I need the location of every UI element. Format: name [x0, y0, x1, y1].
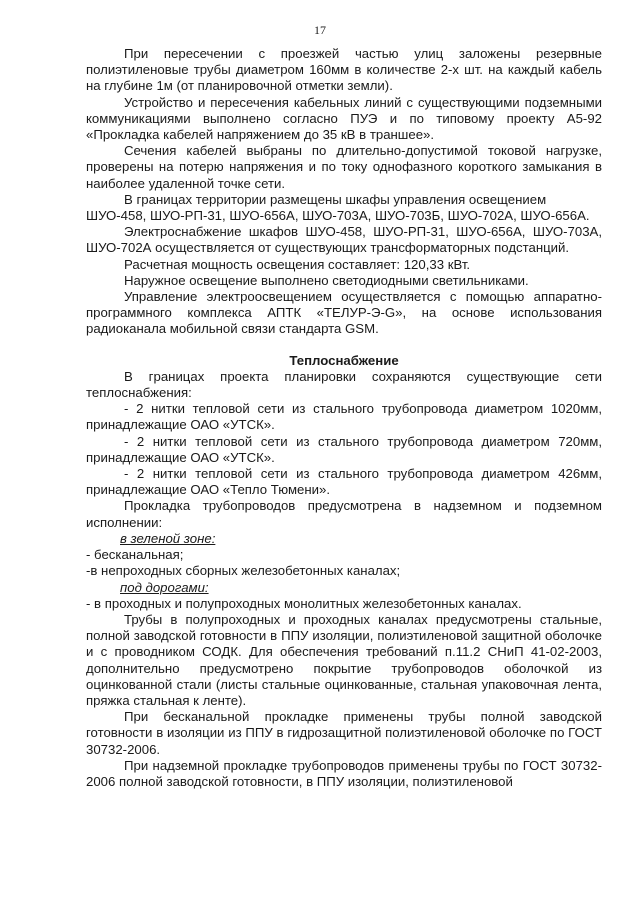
document-body — [86, 46, 602, 790]
roads-item: - в проходных и полупроходных монолитных железобетонных каналах. — [86, 595, 522, 611]
paragraph-cable-sections: Сечения кабелей выбраны по длительно-допустимой токовой нагрузке, проверены на потерю напряжения и по току однофазного короткого замыкания в наиболее удаленной точке сети. — [86, 143, 602, 191]
green-zone-item: - бесканальная; — [86, 547, 184, 563]
paragraph-cabinet-power: Электроснабжение шкафов ШУО-458, ШУО-РП-31, ШУО-656А, ШУО-703А, ШУО-702А осуществляется от существующих трансформаторных подстанций. — [86, 224, 602, 256]
green-zone-label: в зеленой зоне: — [120, 530, 216, 546]
heat-network-item: - 2 нитки тепловой сети из стального трубопровода диаметром 1020мм, принадлежащие ОАО «УТСК». — [86, 401, 602, 433]
paragraph-cable-crossings: Устройство и пересечения кабельных линий с существующими подземными коммуникациями выполнено согласно ПУЭ и по типовому проекту А5-92 «Прокладка кабелей напряжением до 35 кВ в траншее». — [86, 94, 602, 143]
paragraph-control-cabinets: В границах территории размещены шкафы управления освещением — [124, 191, 547, 207]
page-number: 17 — [314, 23, 326, 37]
section-heading-heat-supply: Теплоснабжение — [289, 352, 399, 368]
paragraph-heat-intro: В границах проекта планировки сохраняются существующие сети теплоснабжения: — [86, 368, 602, 401]
paragraph-lighting-control: Управление электроосвещением осуществляется с помощью аппаратно-программного комплекса АПТК «ТЕЛУР-Э-G», на основе использования радиоканала мобильной связи стандарта GSM. — [86, 289, 602, 337]
paragraph-cabinet-list: ШУО-458, ШУО-РП-31, ШУО-656А, ШУО-703А, ШУО-703Б, ШУО-702А, ШУО-656А. — [86, 208, 590, 224]
paragraph-reserve-pipes: При пересечении с проезжей частью улиц заложены резервные полиэтиленовые трубы диаметром 160мм в количестве 2-х шт. на каждый кабель на глубине 1м (от планировочной отметки земли). — [86, 46, 602, 94]
green-zone-item: -в непроходных сборных железобетонных каналах; — [86, 563, 401, 579]
paragraph-led-lighting: Наружное освещение выполнено светодиодными светильниками. — [124, 272, 529, 288]
paragraph-channelless-laying: При бесканальной прокладке применены трубы полной заводской готовности в изоляции из ППУ в гидрозащитной полиэтиленовой оболочке по ГОСТ 30732-2006. — [86, 709, 602, 757]
heat-network-item: - 2 нитки тепловой сети из стального трубопровода диаметром 720мм, принадлежащие ОАО «УТСК». — [86, 433, 602, 465]
heat-network-item: - 2 нитки тепловой сети из стального трубопровода диаметром 426мм, принадлежащие ОАО «Тепло Тюмени». — [86, 466, 602, 498]
paragraph-overhead-laying: При надземной прокладке трубопроводов применены трубы по ГОСТ 30732-2006 полной заводской готовности, в ППУ изоляции, полиэтиленовой — [86, 757, 602, 789]
paragraph-laying-intro: Прокладка трубопроводов предусмотрена в надземном и подземном исполнении: — [86, 498, 602, 530]
paragraph-channel-pipes: Трубы в полупроходных и проходных каналах предусмотрены стальные, полной заводской готовности в ППУ изоляции, полиэтиленовой защитной оболочке и с проводником СОДК. Для обеспечения требований п.11.2 СНиП 41-02-2003, дополнительно предусмотрено покрытие трубопроводов оболочкой из оцинкованной стали (листы стальные оцинкованные, стальная упаковочная лента, пряжка стальная к ленте). — [86, 611, 602, 708]
roads-label: под дорогами: — [120, 579, 209, 595]
paragraph-lighting-power: Расчетная мощность освещения составляет: 120,33 кВт. — [124, 256, 471, 272]
